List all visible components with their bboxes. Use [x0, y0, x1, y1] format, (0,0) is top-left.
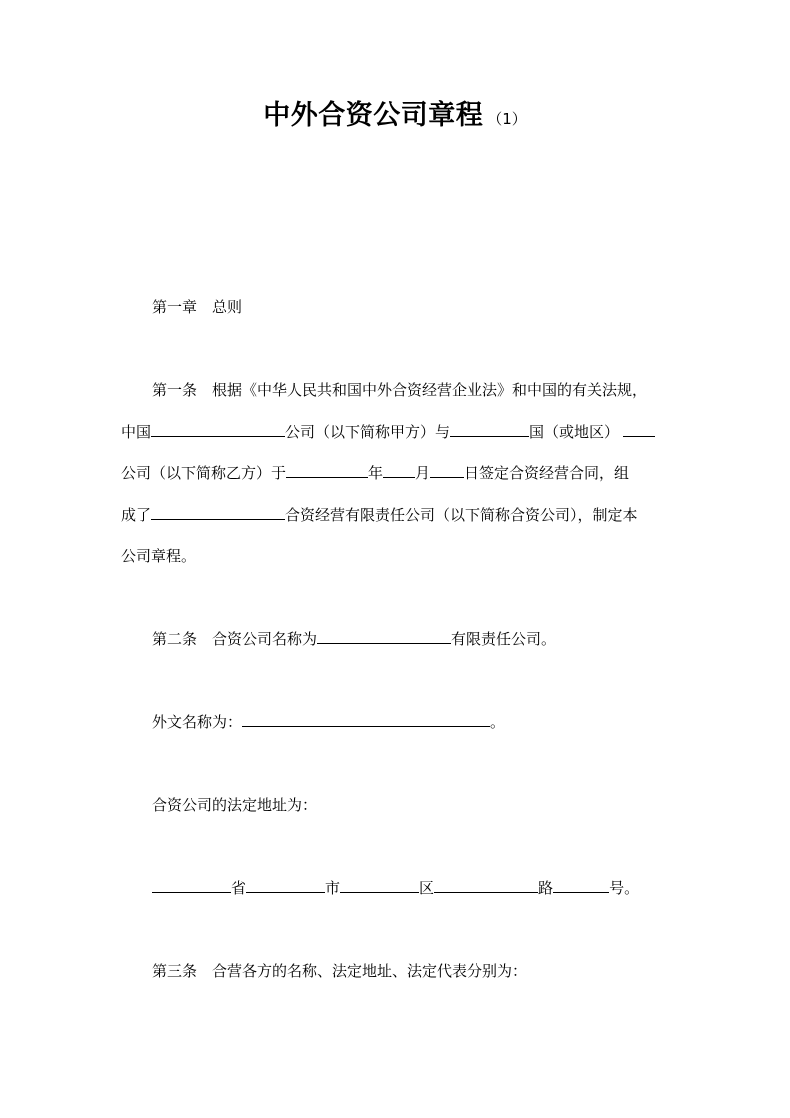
article2: [152, 628, 682, 650]
address-intro-text: 合资公司的法定地址为：: [152, 796, 318, 814]
address-district: 区: [419, 879, 435, 897]
article2-label: 第二条: [152, 630, 198, 648]
chapter-number: 第一章: [152, 298, 198, 316]
blank-day: [430, 462, 464, 478]
article3: [152, 960, 682, 982]
article2-text-a: 合资公司名称为: [212, 630, 318, 648]
article1-text-2b: 公司（以下简称甲方）与: [285, 423, 451, 441]
article1-line1: [152, 379, 682, 401]
blank-province: [152, 877, 231, 893]
blank-city: [246, 877, 325, 893]
blank-party-b: [623, 421, 655, 437]
blank-jv-name: [151, 504, 285, 520]
chapter-heading: [152, 296, 682, 318]
article1-line3: [121, 462, 681, 484]
article1-text-4b: 合资经营有限责任公司（以下简称合资公司），制定本: [285, 506, 638, 524]
article1-line5: [121, 545, 681, 567]
address-line: [152, 877, 682, 899]
article1-text-5: 公司章程。: [121, 547, 197, 565]
document-title: [0, 96, 790, 139]
blank-district: [340, 877, 419, 893]
blank-party-a: [151, 421, 285, 437]
article1-line2: [121, 421, 681, 443]
article1-text-3c: 月: [415, 464, 431, 482]
foreign-name-label: 外文名称为：: [152, 713, 243, 731]
article1-label: 第一条: [152, 381, 198, 399]
blank-road: [434, 877, 538, 893]
article1-text-2a: 中国: [121, 423, 152, 441]
article1-text-3b: 年: [368, 464, 384, 482]
article1-text-1: 根据《中华人民共和国中外合资经营企业法》和中国的有关法规，: [212, 381, 648, 399]
blank-number: [553, 877, 609, 893]
article1-line4: [121, 504, 681, 526]
chapter-name: 总则: [212, 298, 243, 316]
title-suffix: （1）: [487, 110, 527, 128]
article2-text-b: 有限责任公司。: [451, 630, 557, 648]
blank-year: [286, 462, 368, 478]
blank-company-name: [317, 628, 451, 644]
article1-text-4a: 成了: [121, 506, 152, 524]
article1-text-3d: 日签定合资经营合同，组: [464, 464, 630, 482]
address-number: 号。: [609, 879, 640, 897]
article3-text: 合营各方的名称、法定地址、法定代表分别为：: [212, 962, 528, 980]
address-city: 市: [325, 879, 341, 897]
address-road: 路: [538, 879, 554, 897]
address-province: 省: [231, 879, 247, 897]
title-text: 中外合资公司章程: [263, 100, 484, 131]
article1-text-2c: 国（或地区）: [529, 423, 620, 441]
address-intro: [152, 794, 682, 816]
blank-month: [383, 462, 415, 478]
foreign-name-line: [152, 711, 682, 733]
article3-label: 第三条: [152, 962, 198, 980]
blank-country: [450, 421, 529, 437]
foreign-name-end: 。: [490, 713, 506, 731]
article1-text-3a: 公司（以下简称乙方）于: [121, 464, 287, 482]
blank-foreign-name: [242, 711, 490, 727]
